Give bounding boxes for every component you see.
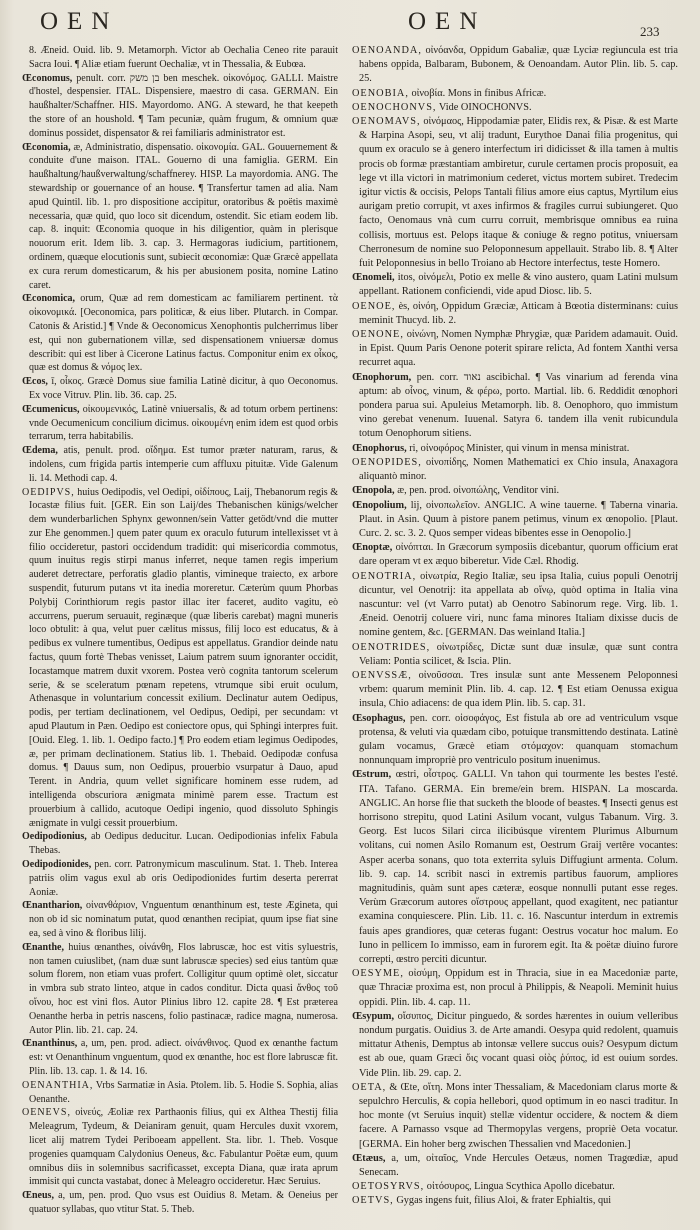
entry-headword: OENONE, <box>352 329 404 341</box>
dictionary-entry <box>352 641 678 669</box>
entry-headword: Oedipodionius, <box>22 831 87 843</box>
dictionary-entry <box>352 115 678 271</box>
dictionary-entry <box>22 72 338 141</box>
dictionary-entry <box>22 1079 338 1107</box>
dictionary-entry <box>22 141 338 293</box>
entry-text: οἰνοπίδης, Nomen Mathematici ex Chio insula, Anaxagora aliquantò minor. <box>359 456 678 483</box>
dictionary-entry <box>352 1010 678 1081</box>
entry-headword: OENOPIDES, <box>352 456 422 468</box>
entry-text: οἰνωτρίδες, Dictæ sunt duæ insulæ, quæ sunt contra Veliam: Pontia scilicet, & Iscia. Plin. <box>359 641 678 667</box>
entry-headword: Œneus, <box>22 1190 54 1202</box>
entry-headword: Œnophorum, <box>352 371 412 383</box>
entry-headword: Œsypum, <box>352 1010 395 1022</box>
entry-headword: OENOMAVS, <box>352 116 421 128</box>
entry-headword: Oedipodionides, <box>22 859 92 871</box>
dictionary-entry <box>22 830 338 858</box>
dictionary-entry <box>22 292 338 375</box>
page-number: 233 <box>640 24 660 39</box>
entry-text: Gygas ingens fuit, filius Aloi, & frater Ephialtis, qui <box>396 1195 612 1207</box>
entry-headword: OEDIPVS, <box>22 486 75 498</box>
entry-text: itos, οἰνόμελι, Potio ex melle & vino austero, quam Latini mulsum appellant. Rationem conficiendi, vide apud Diosc. lib. 5. <box>359 272 678 298</box>
entry-headword: OETOSYRVS, <box>352 1181 425 1193</box>
dictionary-entry <box>22 44 338 72</box>
entry-text: οἴσυπος, Dicitur pinguedo, & sordes hærentes in ouium velleribus nondum purgatis. Ouidius 3. de Arte amandi. Oesypa quid redolent, quamuis mittatur Athenis, Demptus ab intonsæ vellere succus ouis? Oesypum dictum est ab oue, quam Græci ὄις vocant quasi οἰὸς ῥύπος, id est ouium sordes. Vide Plin. lib. 29. cap. 2. <box>359 1010 678 1079</box>
dictionary-entry <box>22 375 338 403</box>
entry-headword: OENANTHIA, <box>22 1079 94 1091</box>
entry-text: οἰνόανδα, Oppidum Gabaliæ, quæ Lyciæ regiuncula est tria habens oppida, Balbaram, Bubonem, & Oenoandam. Autor Plin. lib. 5. cap. 25. <box>359 45 678 85</box>
dictionary-entry <box>352 87 678 101</box>
dictionary-entry <box>22 1037 338 1078</box>
entry-headword: Œconomus, <box>22 72 73 84</box>
dictionary-entry <box>22 899 338 940</box>
dictionary-entry <box>352 712 678 769</box>
dictionary-entry <box>352 328 678 371</box>
entry-headword: Œconomia, <box>22 141 71 153</box>
entry-text: οἰνοβία. Mons in finibus Africæ. <box>411 87 547 99</box>
dictionary-entry <box>352 484 678 498</box>
entry-headword: Œcumenicus, <box>22 403 80 415</box>
dictionary-entry <box>22 1189 338 1217</box>
dictionary-entry <box>352 499 678 542</box>
dictionary-entry <box>22 486 338 831</box>
dictionary-entry <box>352 570 678 641</box>
entry-text: οἰνόπται. In Græcorum symposiis dicebantur, quorum officium erat dare operam vt ex æquo biberetur. Vide Cæl. Rhodig. <box>359 542 678 568</box>
entry-text: lij, οἰνοπωλεῖον. ANGLIC. A wine tauerne. ¶ Taberna vinaria. Plaut. in Asin. Quum à pistore panem petimus, vinum ex œnopolio. [Plaut. Curc. 2. sc. 3. 2. Quos semper videas bibentes esse in Oenopolio.] <box>359 499 678 539</box>
entry-text: ri, οἰνοφόρος Minister, qui vinum in mensa ministrat. <box>409 442 630 454</box>
entry-headword: Œnantharion, <box>22 900 83 912</box>
entry-text: & Œte, οἴτη. Mons inter Thessaliam, & Macedoniam clarus morte & sepulchro Herculis, & copia hellebori, quod optimum in eo nasci traditur. In hoc monte (vt Seruius inquit) stellæ videntur occidere, & noctem & diem facere. A Parnasso vsque ad Thermopylas vergens, propriè Oeta vocatur. [GERMA. Ein hoher berg zwischen Thessalien vnd Macedonien.] <box>359 1081 678 1150</box>
entry-headword: OETA, <box>352 1081 387 1093</box>
right-column <box>352 44 678 1224</box>
left-guide-word: OEN <box>40 8 119 35</box>
left-column <box>22 44 338 1224</box>
entry-text: æ, Administratio, dispensatio. οἰκονομία. GAL. Gouuernement & conduite d'une maison. ITAL. Gouerno di una famiglia. GERM. Ein haußhaltung/haußverwaltung/schaffnerey. HISP. La mayordomia. ANG. The stewardship or gouernance of an house. ¶ Transfertur tamen ad alia. Nam apud Quintil. lib. 1. pro dispositione accipitur, oratoribus & poëtis maximè necessaria, quæ quid, quo loco sit dicendum, ostendit. Sic etiam eodem lib. cap. 8. inquit: Œconomia quoque in his diligentior, quàm in plerisque nouorum erit. Idem lib. 3. cap. 3. Hermagoras iudicium, partitionem, ordinem, quæque elocutionis sunt, subiecit œconomiæ: Quæ Græcè appellata ex cura rerum domesticarum, & his per abusionem posita, nomine Latino caret. <box>29 141 338 291</box>
dictionary-entry <box>352 1081 678 1152</box>
entry-headword: OETVS, <box>352 1195 394 1207</box>
dictionary-entry <box>352 371 678 442</box>
entry-text: οἰσύμη, Oppidum est in Thracia, siue in ea Macedoniæ parte, quæ Thraciæ proxima est, non procul à Philippis, & Neapoli. Meminit huius oppidi. Plin. lib. 4. cap. 11. <box>359 968 678 1008</box>
entry-text: atis, penult. prod. οἴδημα. Est tumor præter naturam, rarus, & indolens, cum frigida partis intemperie cum affluxu pituitæ. Vide Galenum li. 14. Methodi cap. 4. <box>29 445 338 484</box>
entry-text: οἰτόσυρος, Lingua Scythica Apollo dicebatur. <box>426 1181 615 1193</box>
entry-headword: Œcos, <box>22 376 48 388</box>
entry-headword: Œnomeli, <box>352 272 395 284</box>
dictionary-entry <box>22 403 338 444</box>
dictionary-entry <box>352 456 678 484</box>
entry-text: pen. corr. Patronymicum masculinum. Stat. 1. Theb. Interea patriis olim vagus exul ab oris Oedipodionides furtim deserta pererrat Aoniæ. <box>29 859 338 898</box>
dictionary-entry <box>352 1152 678 1180</box>
entry-text: οἰνόμαος, Hippodamiæ pater, Elidis rex, & Pisæ. & est Marte & Harpina Asopi, seu, vt alij tradunt, Eurythoe Danai filia progenitus, qui quum ex oraculo se à genero interfectum iri didicisset & illa tamen à multis procis ob formæ præstantiam ambiretur, curule certamen procis proposuit, ea lege vt illa victori in matrimonium cederet, victus mortem subiret. Tredecim igitur victis & occisis, Pelops Tantali filius amore eius captus, Myrtilum eius aurigam pretio corrupit, vt axes infirmos & fragiles currui subiungeret. Quo facto, Oenomaus vnà cum curru corruit, membrisque omnibus ea ruina collisis, mortuus est. Pelops itaque & coniuge & regno potitus, vniuersam Cherronesum de nomine suo Peloponnesum appellauit. Strabo lib. 8. ¶ Alter fuit Peloponnesius in bello Troiano ab Hectore interfectus, teste Homero. <box>359 116 678 270</box>
dictionary-entry <box>352 1180 678 1194</box>
entry-headword: OENOTRIA, <box>352 570 417 582</box>
entry-text: οἰνεύς, Æoliæ rex Parthaonis filius, qui ex Althea Thestij filia Meleagrum, Tydeum, & Deianiram genuit, quam Hercules duxit vxorem, licet alij matrem Tydei Periboeam appellent. Sta. libr. 1. Theb. Vosque progenies quamquam Calydonius Oeneus, &c. Fabulantur Poëtæ eum, quum omnibus diis in solemnibus sacrificasset, excepta Diana, quæ irata aprum immisit qui cuncta vastabat, donec à Meleagro occideretur. Hæc Seruius. <box>29 1107 338 1188</box>
dictionary-entry <box>352 44 678 87</box>
entry-headword: Œnophorus, <box>352 442 407 454</box>
entry-text: οἰνώνη, Nomen Nymphæ Phrygiæ, quæ Paridem adamauit. Ouid. in Epist. Quum Paris Oenone poterit spirare relicta, Ad fontem Xanthi versa recurret aqua. <box>359 329 678 369</box>
dictionary-entry <box>22 941 338 1038</box>
dictionary-entry <box>352 669 678 712</box>
entry-text: æ, pen. prod. οἰνοπώλης, Venditor vini. <box>397 485 560 497</box>
entry-text: 8. Æneid. Ouid. lib. 9. Metamorph. Victor ab Oechalia Ceneo rite parauit Sacra Ioui. ¶ Aliæ etiam fuerunt Oechaliæ, vt in Thessalia, & Eubœa. <box>29 45 338 70</box>
right-guide-word: OEN <box>408 8 487 35</box>
entry-text: huius Oedipodis, vel Oedipi, οἰδίπους, Laij, Thebanorum regis & Iocastæ filius fuit. [GER. Ein son Laij/des Thebanischen künigs/welcher dem wunderbarlichen Sphynx gewonnen/sein Vatter getödt/vnd die mutter zur Ehe genommen.] quem pater quum ex oraculo futurum intellexisset vt à filio occideretur, pastori occidendum tradidit: qui misericordia commotus, quum inuitus regis stirpi manus inferret, neque tamen regis imperium auderet detrectare, perforatis gladio plantis, vimineque traiecto, ex arbore suspendit, futurum putans vt ita inedia moreretur. Cæterùm quum Phorbas Polybij Corinthiorum regis pastor illac iter faceret, audito vagitu, eò accurrens, puerum seruauit, reginæque (quæ liberis carebat) magni muneris loco obtulit: à qua, velut puer cælitus missus, filij loco est educatus, & à pedibus ex vulnere tumentibus, Oedipus est appellatus. Grandior deinde natu factus, quum fortè Thebas venisset, Laium patrem suum ignoranter occidit, Iocastamque matrem duxit vxorem. Postea verò cognita tantorum scelerum serie, & se sceleratum pœnam repetens, vtrumque sibi eruit oculum, Athenasque in voluntarium concessit exilium. Declinatur autem Oedipus, podis, per tertiam declinationem, vel Oedipus, Oedipi, per secundam: vt apud Plautum in Pæn. Oedipo est coniectore opus, qui Sphingi interpres fuit. [Ouid. Eleg. 1. lib. 1. Oedipo facto.] ¶ Pro eodem etiam legimus Oedipodes, æ, per primam declinationem. Statius lib. 1. Thebaid. Oedipodæ confusa domus. ¶ Dauus sum, non Oedipus, prouerbio vsurpatur à Dauo, apud Terent. in Andria, quum vellet significare hominem esse rudem, ad intelligenda obscuriora ænigmata minimè parem esse. Tractum est prouerbium à callido, acutoque Oedipi ingenio, quod dissoluto Sphingis ænigmate in vulgi cessit prouerbium. <box>29 486 338 829</box>
entry-headword: Œconomica, <box>22 293 76 305</box>
dictionary-entry <box>352 967 678 1010</box>
dictionary-entry <box>352 541 678 569</box>
entry-text: œstri, οἶστρος. GALLI. Vn tahon qui tourmente les bestes l'esté. ITA. Tafano. GERMA. Ein breme/ein brem. HISPAN. La moscarda. ANGLIC. An horse flie that sucketh the bloode of beastes. ¶ Insecti genus est horrisono strepitu, quod Latini Asilum vocant, vulgus Tabanum. Virg. 3. Georg. Est lucos Silari circa ilicibúsque virentem Plurimus Alburnum volitans, cui nomen Asilo Romanum est, Oestrum Graij vertêre vocantes: Asper acerba sonans, quo tota exterrita syluis Diffugiunt armenta. Colum. lib. 9. cap. 14. scribit nasci in extremis partibus fauorum, ampliores magnitudinis, quàm sunt apes cæteræ, eosque nonnulli putant esse reges. Verùm Græcorum autores οἴστρους appellant, quod exagitent, nec patiantur examina conquiescere. Plin. Lib. 11. c. 16. Nascuntur interdum in extremis fauis apes grandiores, quæ ceteras fugant: Oestrus vocatur hoc malum. Eo Iuno in pellicem Io immisso, eam in furorem egit. Ita & poëtæ diuino furore correpti, œstro perciti dicuntur. <box>359 769 678 965</box>
entry-text: a, um, pen. prod. adiect. οἰνάνθινος. Quod ex œnanthe factum est: vt Oenanthinum vnguentum, quod ex œnanthe, hoc est flore labruscæ fit. Plin. lib. 13. cap. 1. & 14. 16. <box>29 1038 338 1077</box>
entry-text: ès, οἰνόη, Oppidum Græciæ, Atticam à Bœotia disterminans: cuius meminit Thucyd. lib. 2. <box>359 300 678 326</box>
dictionary-entry <box>352 768 678 967</box>
entry-headword: Œnopolium, <box>352 499 407 511</box>
entry-text: ab Oedipus deducitur. Lucan. Oedipodionias infelix Fabula Thebas. <box>29 831 338 857</box>
entry-headword: OESYME, <box>352 968 404 980</box>
entry-headword: OENOE, <box>352 300 396 312</box>
dictionary-entry <box>352 271 678 299</box>
entry-headword: OENOTRIDES, <box>352 641 431 653</box>
entry-text: Vrbs Sarmatiæ in Asia. Ptolem. lib. 5. Hodie S. Sophia, alias Oenanthe. <box>29 1079 338 1105</box>
entry-headword: Œstrum, <box>352 769 392 781</box>
entry-text: Vide OINOCHONVS. <box>438 101 532 113</box>
entry-text: pen. corr. נאוד ascibichal. ¶ Vas vinarium ad ferenda vina aptum: ab οἶνος, vinum, & φέρω, porto. Martial. lib. 6. Reddidit œnophori pondera parua sui. Apuleius Metamorph. lib. 8. Oenophoro, quo immistum vino gerebat venenum. Iuuenal. Satyra 6. tandem illa venit rubicundula totum Oenophorum sitiens. <box>359 371 678 440</box>
entry-text: penult. corr. בן משק ben meschek. οἰκονόμος. GALLI. Maistre d'hostel, despensier. ITAL. Dispensiere, maestro di casa. GERMAN. Ein haußhalter/Schaffner. HIS. Mayordomo. ANG. A steward, he that keepeth the store of an houshold. ¶ Tam pecuniæ, quàm frugum, & omnium quæ dominus possidet, dispensator & rei familiaris administrator est. <box>29 72 338 139</box>
entry-headword: Œnanthinus, <box>22 1038 78 1050</box>
entry-headword: Œdema, <box>22 445 58 457</box>
entry-text: ī, οἶκος. Græcè Domus siue familia Latinè dicitur, à quo Oeconomus. Ex voce Vitruv. Plin. lib. 36. cap. 25. <box>29 376 338 401</box>
entry-text: οἰνανθάριον, Vnguentum œnanthinum est, teste Ægineta, qui non ob id sic nominatum putat, quod œnanthen recipiat, quum ipse fiat sine ea, sed à vino & floribus lilij. <box>29 900 338 939</box>
dictionary-entry <box>352 442 678 456</box>
entry-headword: OENOBIA, <box>352 87 409 99</box>
dictionary-entry <box>22 1106 338 1189</box>
entry-headword: Œsophagus, <box>352 712 406 724</box>
entry-text: οἰκουμενικός, Latinè vniuersalis, & ad totum orbem pertinens: vnde Oecumenicum concilium dicimus. οἰκουμένη enim idem est quod orbis terrarum, terra habitabilis. <box>29 403 338 443</box>
entry-headword: OENOANDA, <box>352 45 422 56</box>
entry-text: a, um, pen. prod. Quo vsus est Ouidius 8. Metam. & Oeneius per quatuor syllabas, quo vtitur Stat. 5. Theb. <box>29 1190 338 1215</box>
entry-headword: OENVSSÆ, <box>352 669 412 681</box>
entry-headword: Œnoptæ, <box>352 542 393 554</box>
entry-text: a, um, οἰταῖος, Vnde Hercules Oetæus, nomen Tragœdiæ, apud Senecam. <box>359 1152 678 1179</box>
entry-text: οἰνωτρία, Regio Italiæ, seu ipsa Italia, cuius populi Oenotrij dicuntur, vel Oenotrij: ita appellata ab οἴνῳ, quòd optima in Italia vina nascuntur: vel (vt Varro putat) ab Oenotro Sabinorum rege. Virg. lib. 1. Æneid. Oenotrij coluere viri, nunc fama minores Italiam dixisse ducis de nomine gentem, &c. [GERMAN. Das weinland Italia.] <box>359 570 678 639</box>
entry-headword: OENOCHONVS, <box>352 101 437 113</box>
entry-headword: OENEVS, <box>22 1107 71 1119</box>
entry-headword: Œtæus, <box>352 1152 386 1164</box>
dictionary-entry <box>352 300 678 328</box>
entry-text: orum, Quæ ad rem domesticam ac familiarem pertinent. τὰ οἰκονομικά. [Oeconomica, pars politicæ, & eius liber. Plutarch. in Compar. Catonis & Aristid.] ¶ Vnde & Oeconomicus Xenophontis pulcherrimus liber est, qui non gubernationem villæ, sed dispensationem vniuersæ domus describit: qui est liber à Cicerone Latinus factus. Componitur enim ex οἶκος, quæ est domus & νόμος lex. <box>29 293 338 374</box>
entry-text: huius œnanthes, οἰνάνθη, Flos labruscæ, hoc est vitis syluestris, non tamen cuiuslibet, (nam duæ sunt labruscæ species) sed eius tantùm quæ solum florem, non etiam vuas profert. Colligitur quum optimè olet, siccatur in vmbra sub strato linteo, atque in cados conditur. Dicta quasi ἄνθος τοῦ οἴνου, hoc est vini flos. Autor Plinius libro 12. capite 28. ¶ Est præterea Oenanthe herba in petris nascens, folio pastinacæ, radice magna, numerosa. Autor Plin. lib. 21. cap. 24. <box>29 941 338 1036</box>
entry-headword: Œnopola, <box>352 485 395 497</box>
entry-headword: Œnanthe, <box>22 941 64 953</box>
dictionary-entry <box>22 444 338 485</box>
dictionary-entry <box>352 101 678 115</box>
dictionary-entry <box>352 1194 678 1208</box>
entry-text: pen. corr. οἰσοφάγος, Est fistula ab ore ad ventriculum vsque protensa, & veluti via quædam cibo, potuique transmittendo destinata. Latinè gulam vocamus, Græcè etiam στόμαχον: quanquam stomachum nonnunquam impropriè pro ventriculo positum inuenimus. <box>359 712 678 767</box>
entry-text: οἰνοῦσσαι. Tres insulæ sunt ante Messenem Peloponnesi vrbem: quarum meminit Plin. lib. 4. cap. 12. ¶ Est etiam Oenussa exigua insula, Chio adiacens: de qua idem Plin. lib. 5. cap. 31. <box>359 669 678 710</box>
dictionary-entry <box>22 858 338 899</box>
